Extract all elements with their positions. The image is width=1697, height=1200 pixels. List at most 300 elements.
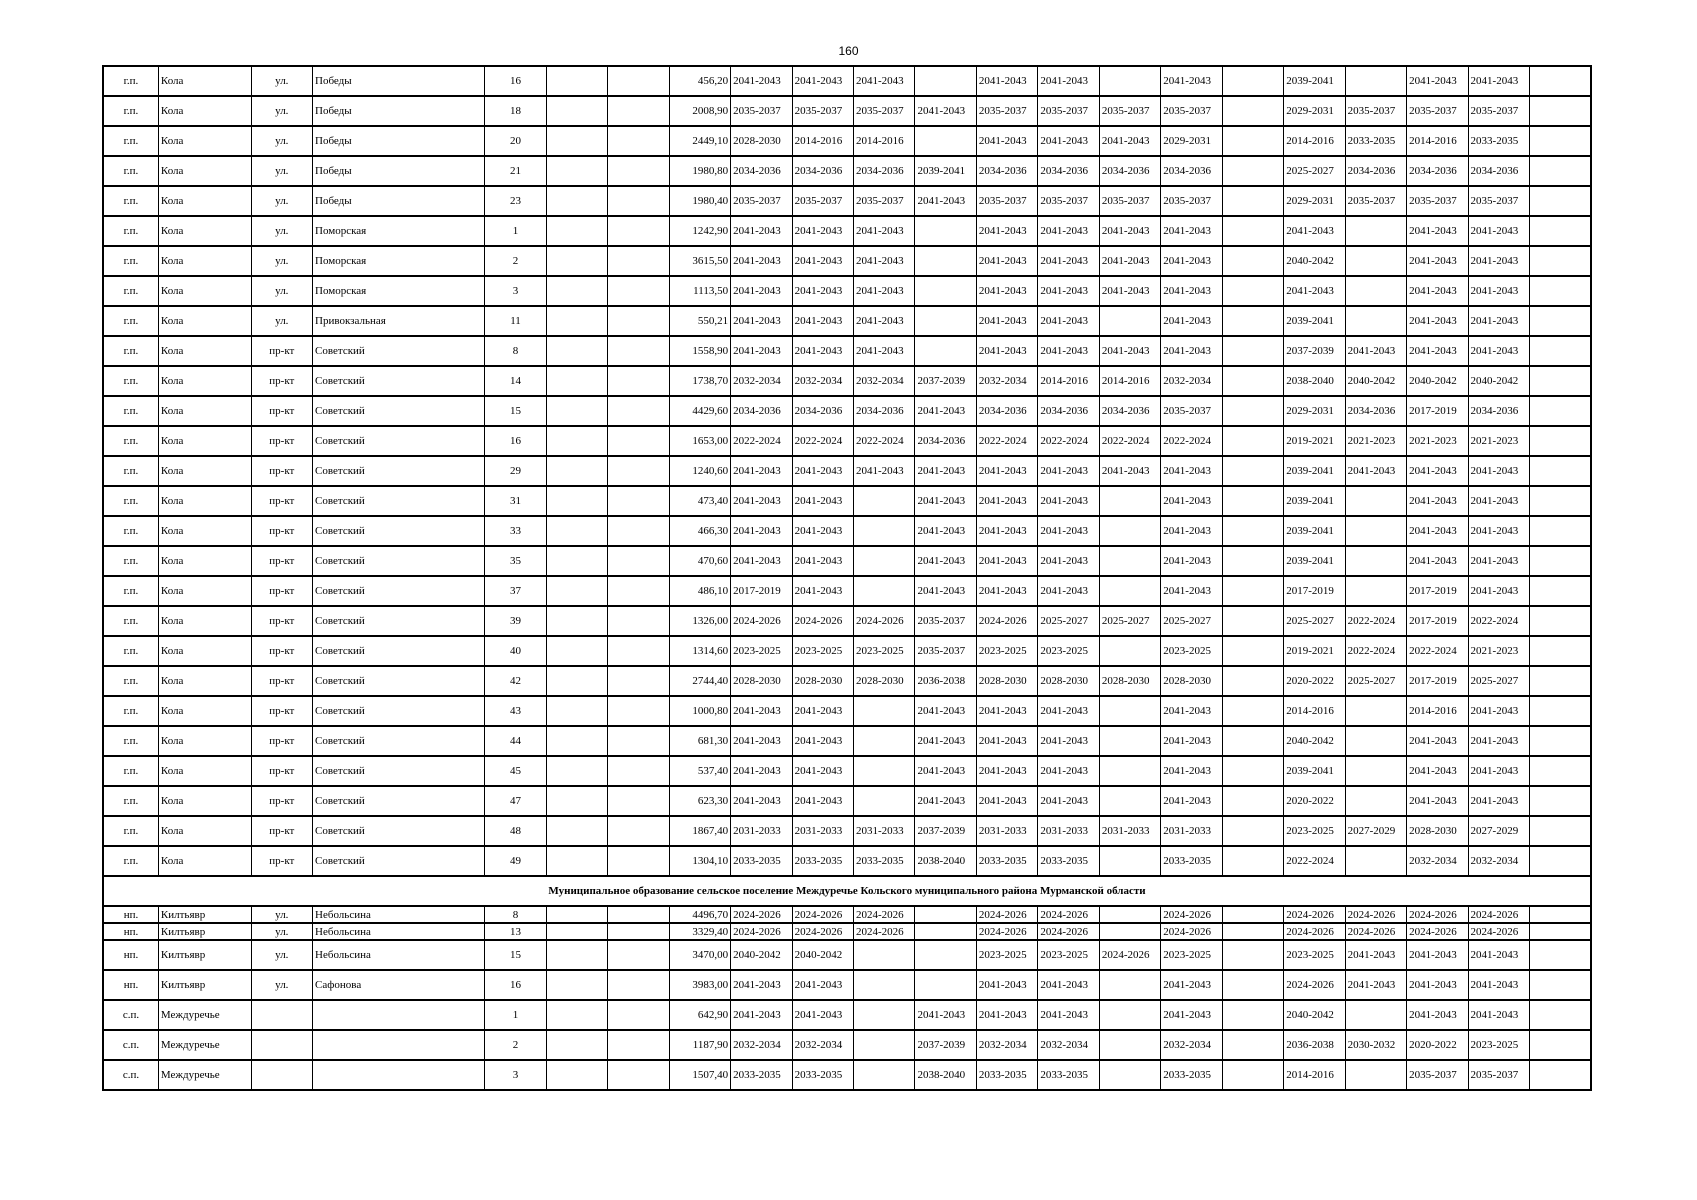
table-cell: Кола	[158, 126, 251, 156]
table-cell: 2041-2043	[1161, 726, 1222, 756]
table-cell: 2022-2024	[854, 426, 915, 456]
table-row	[103, 606, 1591, 636]
table-cell: 2014-2016	[1038, 366, 1099, 396]
table-cell	[313, 1030, 485, 1060]
table-cell: 2041-2043	[1468, 696, 1529, 726]
table-cell	[546, 366, 607, 396]
table-cell	[1345, 696, 1406, 726]
table-cell: 2744,40	[669, 666, 730, 696]
table-cell: г.п.	[103, 306, 158, 336]
table-cell: нп.	[103, 940, 158, 970]
table-cell	[1222, 786, 1283, 816]
table-cell: 33	[485, 516, 546, 546]
table-cell: 2035-2037	[792, 186, 853, 216]
table-cell: 2024-2026	[854, 606, 915, 636]
table-cell	[854, 546, 915, 576]
table-row	[103, 576, 1591, 606]
table-cell: 2034-2036	[731, 396, 792, 426]
table-cell: 2041-2043	[792, 216, 853, 246]
table-cell: г.п.	[103, 666, 158, 696]
table-cell	[1222, 396, 1283, 426]
table-cell: 2035-2037	[1161, 186, 1222, 216]
table-cell: 2034-2036	[976, 396, 1037, 426]
table-cell: 2033-2035	[792, 1060, 853, 1090]
table-cell: 2027-2029	[1468, 816, 1529, 846]
table-cell: г.п.	[103, 486, 158, 516]
table-cell: 2024-2026	[1099, 940, 1160, 970]
table-cell	[1222, 456, 1283, 486]
table-cell: 2032-2034	[792, 1030, 853, 1060]
table-cell: ул.	[251, 156, 312, 186]
table-cell: 8	[485, 906, 546, 923]
table-cell	[546, 786, 607, 816]
table-cell: Победы	[313, 126, 485, 156]
table-cell: 2033-2035	[976, 1060, 1037, 1090]
table-cell: г.п.	[103, 156, 158, 186]
table-cell: 2	[485, 1030, 546, 1060]
table-cell: ул.	[251, 186, 312, 216]
table-cell: пр-кт	[251, 606, 312, 636]
table-cell: 2041-2043	[1038, 336, 1099, 366]
table-cell: 2040-2042	[1468, 366, 1529, 396]
table-cell: 48	[485, 816, 546, 846]
table-cell: 15	[485, 940, 546, 970]
table-cell: 2025-2027	[1468, 666, 1529, 696]
table-row	[103, 786, 1591, 816]
table-cell: г.п.	[103, 576, 158, 606]
table-cell: 2041-2043	[915, 396, 976, 426]
table-cell: 2033-2035	[1161, 1060, 1222, 1090]
table-cell: г.п.	[103, 186, 158, 216]
table-cell	[1222, 923, 1283, 940]
table-row	[103, 456, 1591, 486]
table-cell	[1222, 696, 1283, 726]
table-cell	[1222, 636, 1283, 666]
table-cell: 2041-2043	[1161, 970, 1222, 1000]
table-cell: 2024-2026	[976, 906, 1037, 923]
table-cell: 2041-2043	[792, 756, 853, 786]
table-cell: 29	[485, 456, 546, 486]
table-cell: 2041-2043	[1038, 546, 1099, 576]
table-row	[103, 276, 1591, 306]
table-cell	[915, 923, 976, 940]
table-cell	[608, 1000, 669, 1030]
table-cell: Кола	[158, 756, 251, 786]
table-cell	[854, 576, 915, 606]
table-cell	[1530, 906, 1592, 923]
table-cell: пр-кт	[251, 366, 312, 396]
table-cell: Привокзальная	[313, 306, 485, 336]
table-cell: 2041-2043	[976, 726, 1037, 756]
table-cell: 2032-2034	[1038, 1030, 1099, 1060]
table-cell: 2024-2026	[1345, 906, 1406, 923]
table-cell: 2032-2034	[1468, 846, 1529, 876]
table-cell: г.п.	[103, 366, 158, 396]
table-cell	[546, 1060, 607, 1090]
table-cell: 2033-2035	[1345, 126, 1406, 156]
table-cell: 47	[485, 786, 546, 816]
table-cell	[1345, 756, 1406, 786]
table-cell: пр-кт	[251, 456, 312, 486]
table-cell: 16	[485, 970, 546, 1000]
table-cell: 2041-2043	[792, 516, 853, 546]
table-cell: 3	[485, 276, 546, 306]
table-cell: 2041-2043	[976, 306, 1037, 336]
table-cell: 2028-2030	[792, 666, 853, 696]
table-cell: 2041-2043	[792, 486, 853, 516]
table-cell: 2033-2035	[792, 846, 853, 876]
table-cell	[1222, 306, 1283, 336]
table-cell: 31	[485, 486, 546, 516]
table-cell: с.п.	[103, 1000, 158, 1030]
table-cell: 2035-2037	[1407, 1060, 1468, 1090]
table-cell: 2041-2043	[1407, 66, 1468, 96]
table-cell: 2037-2039	[915, 366, 976, 396]
table-cell	[608, 426, 669, 456]
table-cell: Советский	[313, 336, 485, 366]
table-row	[103, 1060, 1591, 1090]
table-cell	[854, 486, 915, 516]
table-cell: ул.	[251, 970, 312, 1000]
table-cell: Кола	[158, 216, 251, 246]
table-row	[103, 66, 1591, 96]
table-cell: 2034-2036	[854, 156, 915, 186]
table-cell	[608, 306, 669, 336]
table-cell	[1099, 1030, 1160, 1060]
table-cell: 2040-2042	[1284, 1000, 1345, 1030]
table-cell: 2041-2043	[1407, 1000, 1468, 1030]
table-cell: пр-кт	[251, 786, 312, 816]
table-cell	[1530, 666, 1592, 696]
table-cell	[1099, 923, 1160, 940]
table-cell	[1530, 636, 1592, 666]
table-cell: 2034-2036	[976, 156, 1037, 186]
table-cell: 2040-2042	[1407, 366, 1468, 396]
table-cell	[1345, 486, 1406, 516]
table-cell: 2041-2043	[976, 456, 1037, 486]
table-cell	[1222, 156, 1283, 186]
table-cell: 2041-2043	[1407, 456, 1468, 486]
table-cell: пр-кт	[251, 756, 312, 786]
table-cell: 2041-2043	[1161, 756, 1222, 786]
table-cell: 2041-2043	[1161, 336, 1222, 366]
table-cell: Кола	[158, 186, 251, 216]
table-cell: г.п.	[103, 606, 158, 636]
table-cell: 2032-2034	[1161, 1030, 1222, 1060]
table-cell	[608, 923, 669, 940]
table-cell: 2028-2030	[1161, 666, 1222, 696]
table-cell	[1099, 306, 1160, 336]
table-cell	[608, 786, 669, 816]
table-cell	[915, 970, 976, 1000]
table-cell: 2041-2043	[1468, 66, 1529, 96]
table-cell	[546, 246, 607, 276]
table-cell: Кола	[158, 96, 251, 126]
table-cell: 2041-2043	[976, 970, 1037, 1000]
table-cell: 2025-2027	[1099, 606, 1160, 636]
table-cell: 2032-2034	[976, 1030, 1037, 1060]
table-cell: 2034-2036	[792, 396, 853, 426]
table-cell: 2041-2043	[854, 276, 915, 306]
table-cell	[1530, 786, 1592, 816]
table-cell: 2041-2043	[915, 516, 976, 546]
table-cell: 2041-2043	[792, 276, 853, 306]
table-cell: 2041-2043	[1407, 216, 1468, 246]
table-cell	[1222, 366, 1283, 396]
table-cell: 2035-2037	[976, 186, 1037, 216]
table-cell: 2041-2043	[731, 1000, 792, 1030]
table-cell: г.п.	[103, 336, 158, 366]
table-cell: 2039-2041	[1284, 66, 1345, 96]
table-cell: 2041-2043	[731, 486, 792, 516]
table-cell: Кола	[158, 726, 251, 756]
table-cell: 1558,90	[669, 336, 730, 366]
table-cell	[1345, 516, 1406, 546]
table-cell: 2041-2043	[731, 246, 792, 276]
table-cell	[915, 216, 976, 246]
table-cell: 2034-2036	[1407, 156, 1468, 186]
table-cell: 2036-2038	[915, 666, 976, 696]
table-cell: Кола	[158, 666, 251, 696]
table-row	[103, 306, 1591, 336]
table-cell: 39	[485, 606, 546, 636]
table-cell: 2022-2024	[1407, 636, 1468, 666]
table-cell	[546, 486, 607, 516]
table-cell	[546, 923, 607, 940]
table-cell	[1099, 846, 1160, 876]
table-cell: 2022-2024	[1161, 426, 1222, 456]
table-cell: 2035-2037	[1468, 186, 1529, 216]
table-cell	[1530, 66, 1592, 96]
table-cell: г.п.	[103, 216, 158, 246]
table-cell: 2035-2037	[1038, 186, 1099, 216]
table-cell: 2014-2016	[1284, 696, 1345, 726]
table-cell: 2041-2043	[792, 66, 853, 96]
table-cell: 2014-2016	[1407, 126, 1468, 156]
table-cell: Междуречье	[158, 1060, 251, 1090]
table-cell	[854, 940, 915, 970]
table-cell: 2449,10	[669, 126, 730, 156]
table-cell	[1222, 940, 1283, 970]
table-cell: 2035-2037	[1161, 396, 1222, 426]
table-cell: 2041-2043	[1038, 1000, 1099, 1030]
table-cell: 2041-2043	[1038, 486, 1099, 516]
table-cell: Поморская	[313, 276, 485, 306]
table-cell	[1345, 846, 1406, 876]
table-cell: Кола	[158, 306, 251, 336]
table-cell: г.п.	[103, 426, 158, 456]
table-cell: 43	[485, 696, 546, 726]
table-cell: Килтьявр	[158, 923, 251, 940]
table-cell	[915, 126, 976, 156]
table-cell	[1530, 96, 1592, 126]
table-cell: пр-кт	[251, 486, 312, 516]
table-cell: 2041-2043	[976, 756, 1037, 786]
table-cell: 42	[485, 666, 546, 696]
table-cell: 681,30	[669, 726, 730, 756]
table-cell	[1530, 366, 1592, 396]
table-cell	[1345, 276, 1406, 306]
table-cell: Кола	[158, 156, 251, 186]
table-cell: 2041-2043	[1468, 1000, 1529, 1030]
table-cell: 2034-2036	[1161, 156, 1222, 186]
table-row	[103, 126, 1591, 156]
table-cell: пр-кт	[251, 576, 312, 606]
table-cell: 2024-2026	[1284, 970, 1345, 1000]
table-cell: 3615,50	[669, 246, 730, 276]
table-cell	[854, 1000, 915, 1030]
table-row	[103, 96, 1591, 126]
table-cell: 2041-2043	[915, 96, 976, 126]
table-cell: Кола	[158, 486, 251, 516]
table-cell: 2041-2043	[1468, 940, 1529, 970]
table-cell: 2034-2036	[1099, 156, 1160, 186]
table-cell: 3	[485, 1060, 546, 1090]
table-row	[103, 906, 1591, 923]
table-cell	[608, 576, 669, 606]
table-cell: 2023-2025	[1284, 940, 1345, 970]
table-cell: 2041-2043	[1161, 276, 1222, 306]
table-cell: 2039-2041	[1284, 456, 1345, 486]
table-cell	[1222, 606, 1283, 636]
table-cell: 1653,00	[669, 426, 730, 456]
table-cell: пр-кт	[251, 846, 312, 876]
table-cell: 2029-2031	[1284, 96, 1345, 126]
table-cell: Советский	[313, 606, 485, 636]
table-cell: 2041-2043	[1407, 970, 1468, 1000]
table-cell: Килтьявр	[158, 940, 251, 970]
table-cell: 2041-2043	[1099, 216, 1160, 246]
table-cell	[1222, 546, 1283, 576]
table-cell	[546, 96, 607, 126]
table-cell	[546, 726, 607, 756]
table-cell: 2041-2043	[976, 486, 1037, 516]
table-cell: 2041-2043	[915, 576, 976, 606]
table-cell	[546, 1000, 607, 1030]
table-cell: 2041-2043	[792, 786, 853, 816]
table-cell: 1187,90	[669, 1030, 730, 1060]
table-cell	[1345, 66, 1406, 96]
table-cell: 2024-2026	[731, 923, 792, 940]
table-cell: 2023-2025	[1468, 1030, 1529, 1060]
table-cell: 2014-2016	[792, 126, 853, 156]
table-cell: 1240,60	[669, 456, 730, 486]
table-cell: 2023-2025	[1161, 636, 1222, 666]
table-cell: 2021-2023	[1407, 426, 1468, 456]
table-cell: 2041-2043	[1407, 486, 1468, 516]
table-cell: 2041-2043	[976, 216, 1037, 246]
table-cell: Кола	[158, 696, 251, 726]
table-cell	[546, 756, 607, 786]
table-cell: Победы	[313, 66, 485, 96]
table-cell	[1099, 906, 1160, 923]
table-cell: 2041-2043	[1345, 456, 1406, 486]
table-cell	[608, 366, 669, 396]
table-cell: 1867,40	[669, 816, 730, 846]
table-cell: 2036-2038	[1284, 1030, 1345, 1060]
table-cell	[608, 726, 669, 756]
table-cell	[854, 1030, 915, 1060]
table-cell: 2022-2024	[976, 426, 1037, 456]
table-cell: 2034-2036	[731, 156, 792, 186]
table-cell: Кола	[158, 456, 251, 486]
table-cell: 2022-2024	[1038, 426, 1099, 456]
table-cell: 2041-2043	[1161, 246, 1222, 276]
table-cell: 2041-2043	[731, 306, 792, 336]
table-cell: 2039-2041	[915, 156, 976, 186]
table-cell	[1530, 486, 1592, 516]
table-cell: г.п.	[103, 546, 158, 576]
table-cell: 2024-2026	[731, 906, 792, 923]
table-cell	[608, 756, 669, 786]
table-cell: 2041-2043	[1468, 726, 1529, 756]
table-cell	[915, 306, 976, 336]
table-cell: 2022-2024	[1468, 606, 1529, 636]
table-cell: 2041-2043	[1468, 336, 1529, 366]
table-row	[103, 696, 1591, 726]
table-cell: 2041-2043	[915, 486, 976, 516]
table-cell: Небольсина	[313, 906, 485, 923]
table-cell	[546, 606, 607, 636]
table-cell: 2041-2043	[792, 970, 853, 1000]
table-cell: 2024-2026	[731, 606, 792, 636]
table-cell: Советский	[313, 756, 485, 786]
table-cell	[608, 456, 669, 486]
table-cell: 2031-2033	[792, 816, 853, 846]
table-cell: 2041-2043	[731, 696, 792, 726]
table-cell	[1530, 126, 1592, 156]
table-cell: 21	[485, 156, 546, 186]
table-cell: пр-кт	[251, 516, 312, 546]
table-cell: 2041-2043	[792, 336, 853, 366]
table-cell	[1222, 726, 1283, 756]
table-cell	[1222, 666, 1283, 696]
table-cell: 2014-2016	[1407, 696, 1468, 726]
table-cell: 2041-2043	[731, 786, 792, 816]
table-cell: 2041-2043	[1038, 726, 1099, 756]
table-cell	[251, 1060, 312, 1090]
table-cell: 2035-2037	[1345, 96, 1406, 126]
table-cell: 2028-2030	[854, 666, 915, 696]
table-cell: 2035-2037	[1099, 186, 1160, 216]
table-cell	[608, 1060, 669, 1090]
table-cell: 2034-2036	[854, 396, 915, 426]
table-cell	[546, 696, 607, 726]
table-cell	[915, 66, 976, 96]
table-cell	[546, 576, 607, 606]
table-row	[103, 970, 1591, 1000]
table-cell: 2041-2043	[731, 756, 792, 786]
table-cell	[1345, 246, 1406, 276]
table-cell: 2022-2024	[1099, 426, 1160, 456]
table-cell	[915, 246, 976, 276]
table-row	[103, 336, 1591, 366]
table-cell: 2025-2027	[1284, 156, 1345, 186]
table-cell	[546, 276, 607, 306]
table-cell: 2041-2043	[1468, 306, 1529, 336]
table-cell: 2025-2027	[1345, 666, 1406, 696]
table-cell	[1099, 1060, 1160, 1090]
table-cell	[546, 970, 607, 1000]
table-cell: 1326,00	[669, 606, 730, 636]
table-cell: 2032-2034	[792, 366, 853, 396]
table-cell: 2041-2043	[915, 186, 976, 216]
table-cell: 2024-2026	[976, 923, 1037, 940]
table-cell	[1222, 216, 1283, 246]
table-cell	[1530, 970, 1592, 1000]
table-cell: 2023-2025	[1161, 940, 1222, 970]
table-cell: Советский	[313, 576, 485, 606]
